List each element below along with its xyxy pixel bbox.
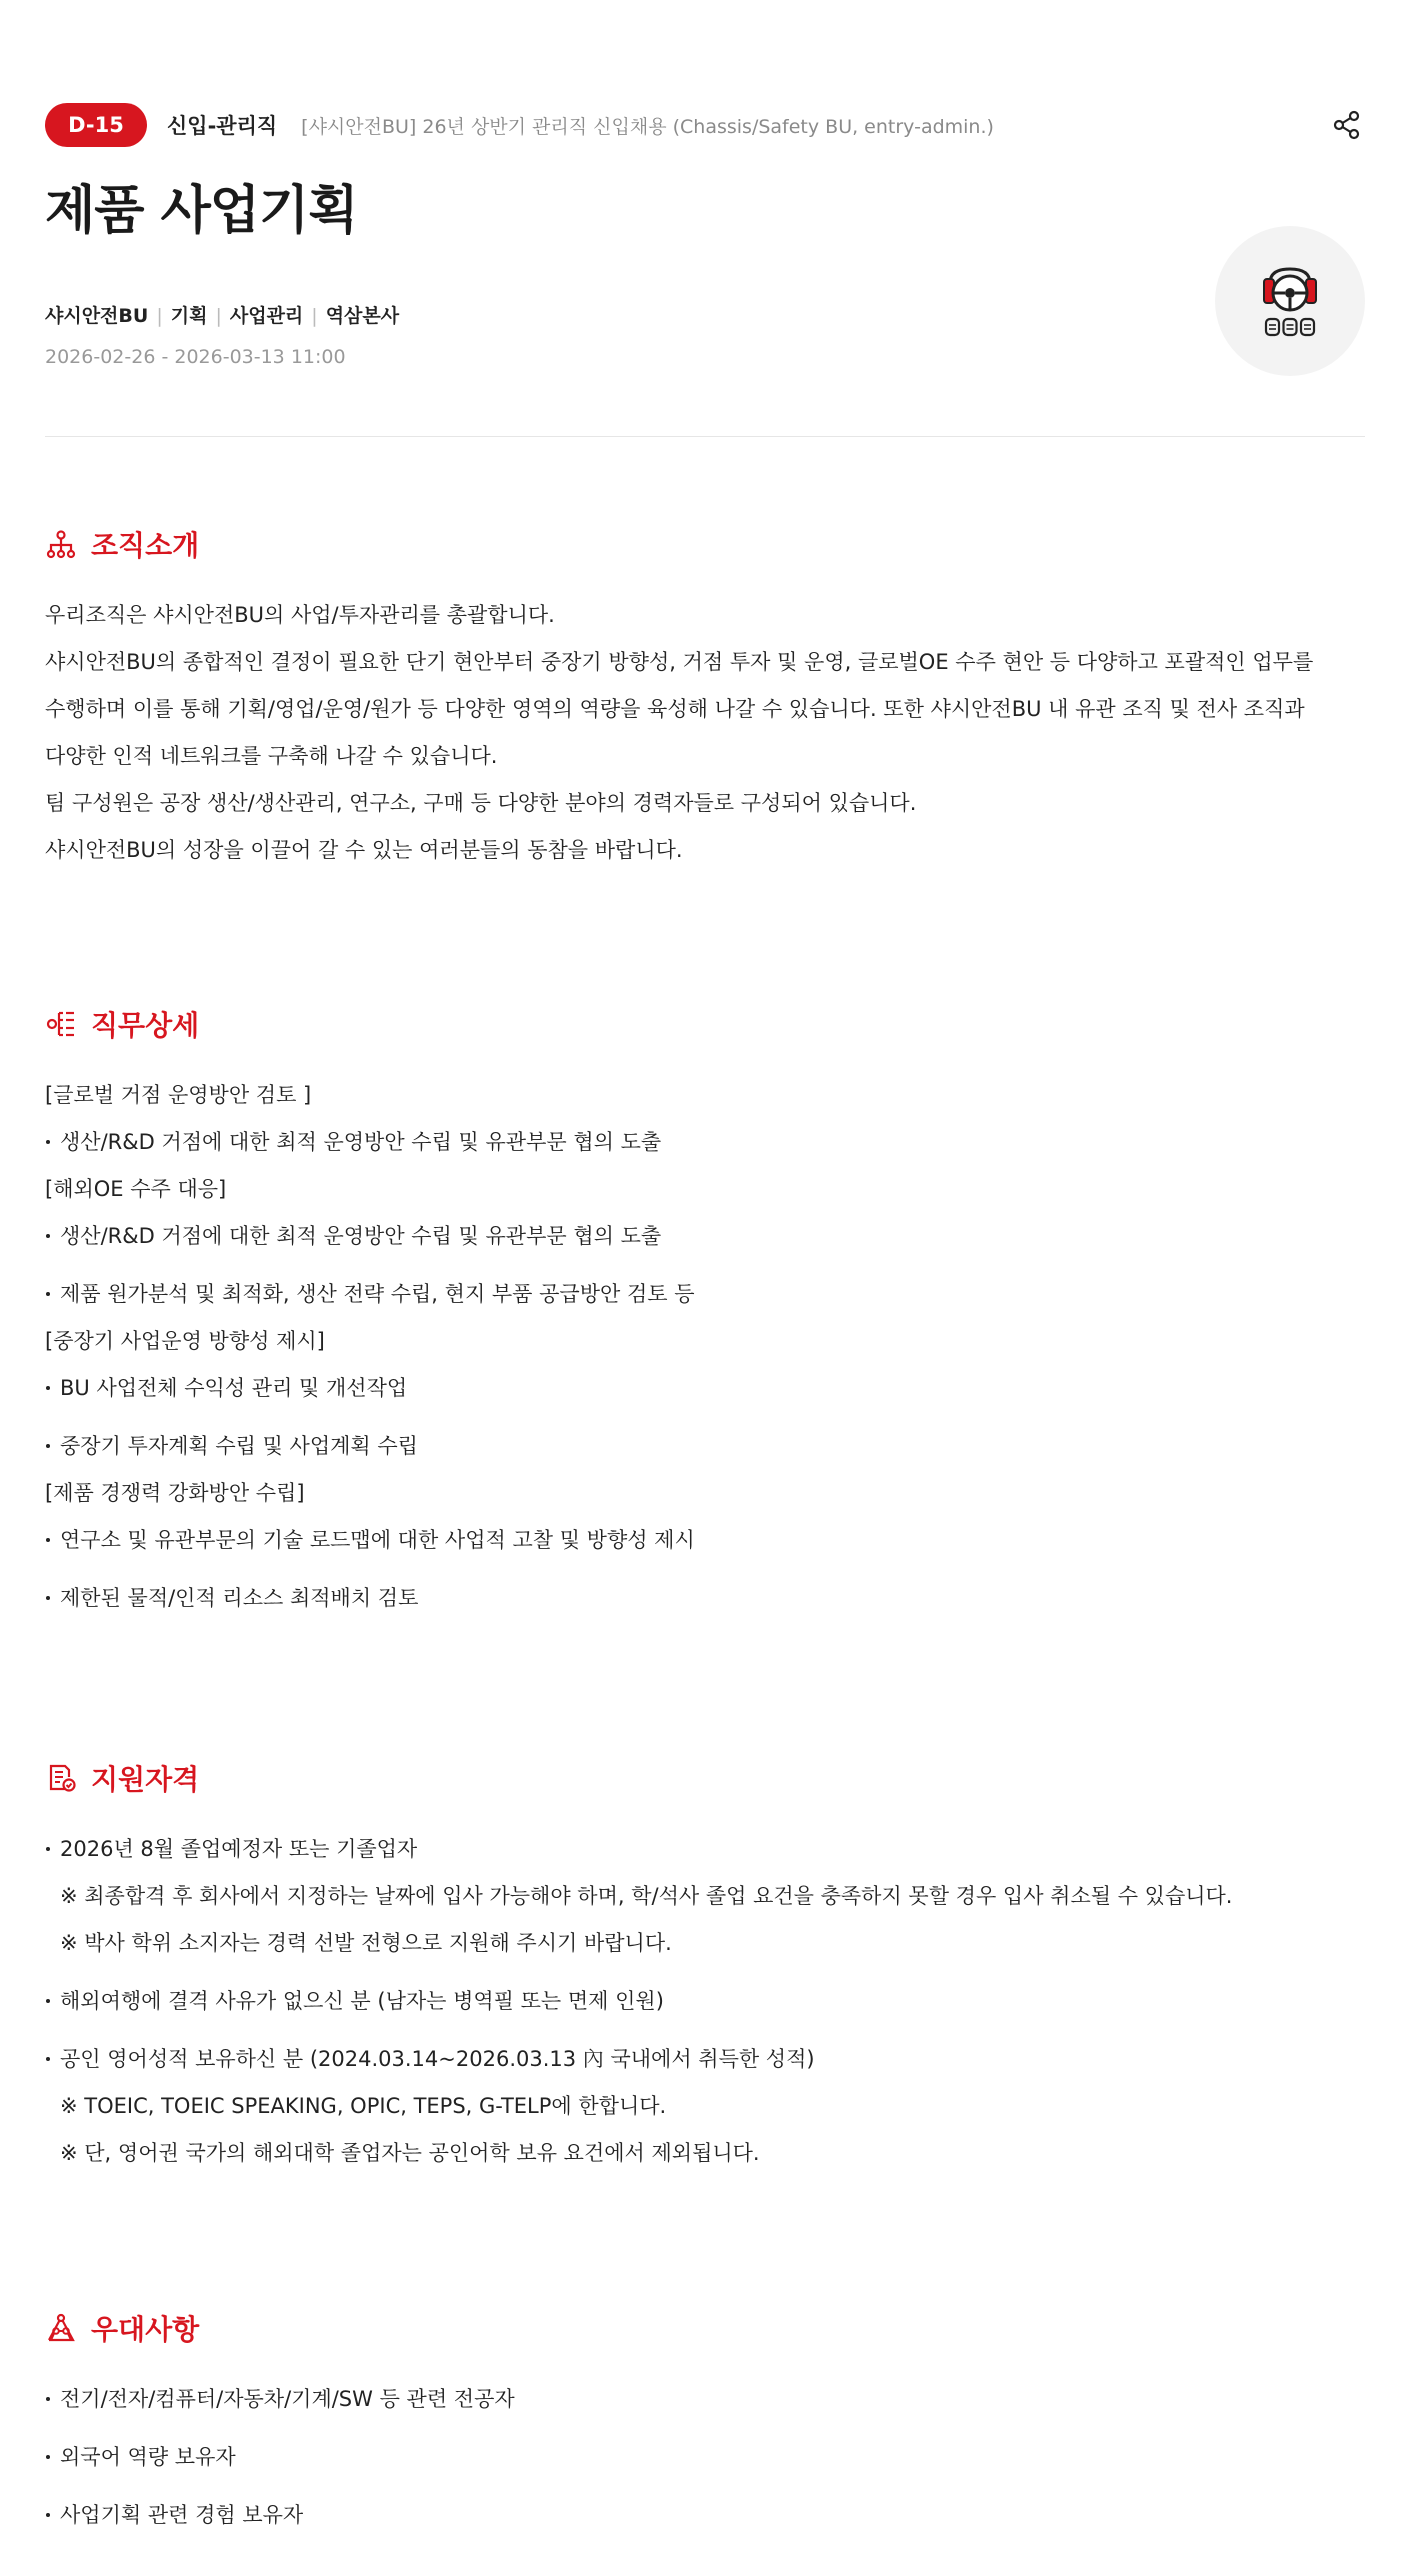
bullet-item: 연구소 및 유관부문의 기술 로드맵에 대한 사업적 고찰 및 방향성 제시 xyxy=(45,1517,1365,1564)
page-title: 제품 사업기획 xyxy=(45,181,358,241)
group-heading: [해외OE 수주 대응] xyxy=(45,1177,227,1201)
org-job-group: 기획 xyxy=(170,305,208,327)
application-period: 2026-02-26 - 2026-03-13 11:00 xyxy=(45,346,346,368)
division-logo xyxy=(1215,226,1365,376)
note-line: ※ 단, 영어권 국가의 해외대학 졸업자는 공인어학 보유 요건에서 제외됩니다. xyxy=(60,2141,760,2165)
steering-wheel-logo-icon xyxy=(1258,261,1322,341)
bullet-item: 전기/전자/컴퓨터/자동차/기계/SW 등 관련 전공자 xyxy=(45,2376,1365,2423)
bullet-item: 2026년 8월 졸업예정자 또는 기졸업자 xyxy=(45,1826,1365,1873)
bullet-item: 생산/R&D 거점에 대한 최적 운영방안 수립 및 유관부문 협의 도출 xyxy=(45,1213,1365,1260)
org-location: 역삼본사 xyxy=(325,305,400,327)
section-header xyxy=(45,1004,1365,1044)
note-line: ※ 박사 학위 소지자는 경력 선발 전형으로 지원해 주시기 바랍니다. xyxy=(60,1931,672,1955)
bullet-item: 외국어 역량 보유자 xyxy=(45,2434,1365,2481)
section-organization xyxy=(45,524,1365,874)
share-icon xyxy=(1329,107,1365,143)
dday-badge: D-15 xyxy=(45,103,147,147)
text-line: 팀 구성원은 공장 생산/생산관리, 연구소, 구매 등 다양한 분야의 경력자들로 구성되어 있습니다. xyxy=(45,791,917,815)
text-line: 수행하며 이를 통해 기획/영업/운영/원가 등 다양한 영역의 역량을 육성해 나갈 수 있습니다. 또한 샤시안전BU 내 유관 조직 및 전사 조직과 xyxy=(45,697,1305,721)
section-header xyxy=(45,524,1365,564)
section-body xyxy=(45,592,1365,874)
header-divider xyxy=(45,436,1365,437)
bullet-item: 제한된 물적/인적 리소스 최적배치 검토 xyxy=(45,1575,1365,1622)
share-button[interactable] xyxy=(1329,107,1365,143)
document-check-icon xyxy=(45,1762,77,1794)
note-line: ※ 최종합격 후 회사에서 지정하는 날짜에 입사 가능해야 하며, 학/석사 졸업 요건을 충족하지 못할 경우 입사 취소될 수 있습니다. xyxy=(60,1884,1233,1908)
section-title: 지원자격 xyxy=(91,1763,200,1796)
text-line: 샤시안전BU의 성장을 이끌어 갈 수 있는 여러분들의 동참을 바랍니다. xyxy=(45,838,683,862)
bullet-item: 제품 원가분석 및 최적화, 생산 전략 수립, 현지 부품 공급방안 검토 등 xyxy=(45,1271,1365,1318)
group-heading: [제품 경쟁력 강화방안 수립] xyxy=(45,1481,305,1505)
posting-name: [샤시안전BU] 26년 상반기 관리직 신입채용 (Chassis/Safety BU, entry-admin.) xyxy=(301,115,994,138)
section-title: 우대사항 xyxy=(91,2313,200,2346)
section-header xyxy=(45,1758,1365,1798)
text-line: 우리조직은 샤시안전BU의 사업/투자관리를 총괄합니다. xyxy=(45,603,555,627)
section-body xyxy=(45,1072,1365,1622)
org-breadcrumb xyxy=(45,301,1365,328)
section-title: 조직소개 xyxy=(91,529,200,562)
bullet-item: 중장기 투자계획 수립 및 사업계획 수립 xyxy=(45,1423,1365,1470)
posting-meta-row xyxy=(45,104,1365,146)
section-body xyxy=(45,1826,1365,2177)
network-triangle-icon xyxy=(45,2312,77,2344)
text-line: 다양한 인적 네트워크를 구축해 나갈 수 있습니다. xyxy=(45,744,498,768)
task-list-icon xyxy=(45,1008,77,1040)
section-title: 직무상세 xyxy=(91,1009,200,1042)
group-heading: [글로벌 거점 운영방안 검토 ] xyxy=(45,1083,312,1107)
bullet-item: 공인 영어성적 보유하신 분 (2024.03.14~2026.03.13 內 국내에서 취득한 성적) xyxy=(45,2036,1365,2083)
bullet-item: 해외여행에 결격 사유가 없으신 분 (남자는 병역필 또는 면제 인원) xyxy=(45,1978,1365,2025)
divider-bar: | xyxy=(311,305,318,327)
section-qualification xyxy=(45,1758,1365,2177)
org-chart-icon xyxy=(45,528,77,560)
text-line: 샤시안전BU의 종합적인 결정이 필요한 단기 현안부터 중장기 방향성, 거점 투자 및 운영, 글로벌OE 수주 현안 등 다양하고 포괄적인 업무를 xyxy=(45,650,1314,674)
bullet-item: 생산/R&D 거점에 대한 최적 운영방안 수립 및 유관부문 협의 도출 xyxy=(45,1119,1365,1166)
section-header xyxy=(45,2308,1365,2348)
posting-header xyxy=(45,104,1365,368)
bullet-item: 사업기획 관련 경험 보유자 xyxy=(45,2492,1365,2539)
org-job: 사업관리 xyxy=(229,305,304,327)
org-division: 샤시안전BU xyxy=(45,305,149,327)
note-line: ※ TOEIC, TOEIC SPEAKING, OPIC, TEPS, G-TELP에 한합니다. xyxy=(60,2094,667,2118)
bullet-item: BU 사업전체 수익성 관리 및 개선작업 xyxy=(45,1365,1365,1412)
recruit-type: 신입-관리직 xyxy=(167,114,278,138)
section-preference xyxy=(45,2308,1365,2539)
section-job-detail xyxy=(45,1004,1365,1622)
section-body xyxy=(45,2376,1365,2539)
divider-bar: | xyxy=(156,305,163,327)
group-heading: [중장기 사업운영 방향성 제시] xyxy=(45,1329,325,1353)
divider-bar: | xyxy=(215,305,222,327)
